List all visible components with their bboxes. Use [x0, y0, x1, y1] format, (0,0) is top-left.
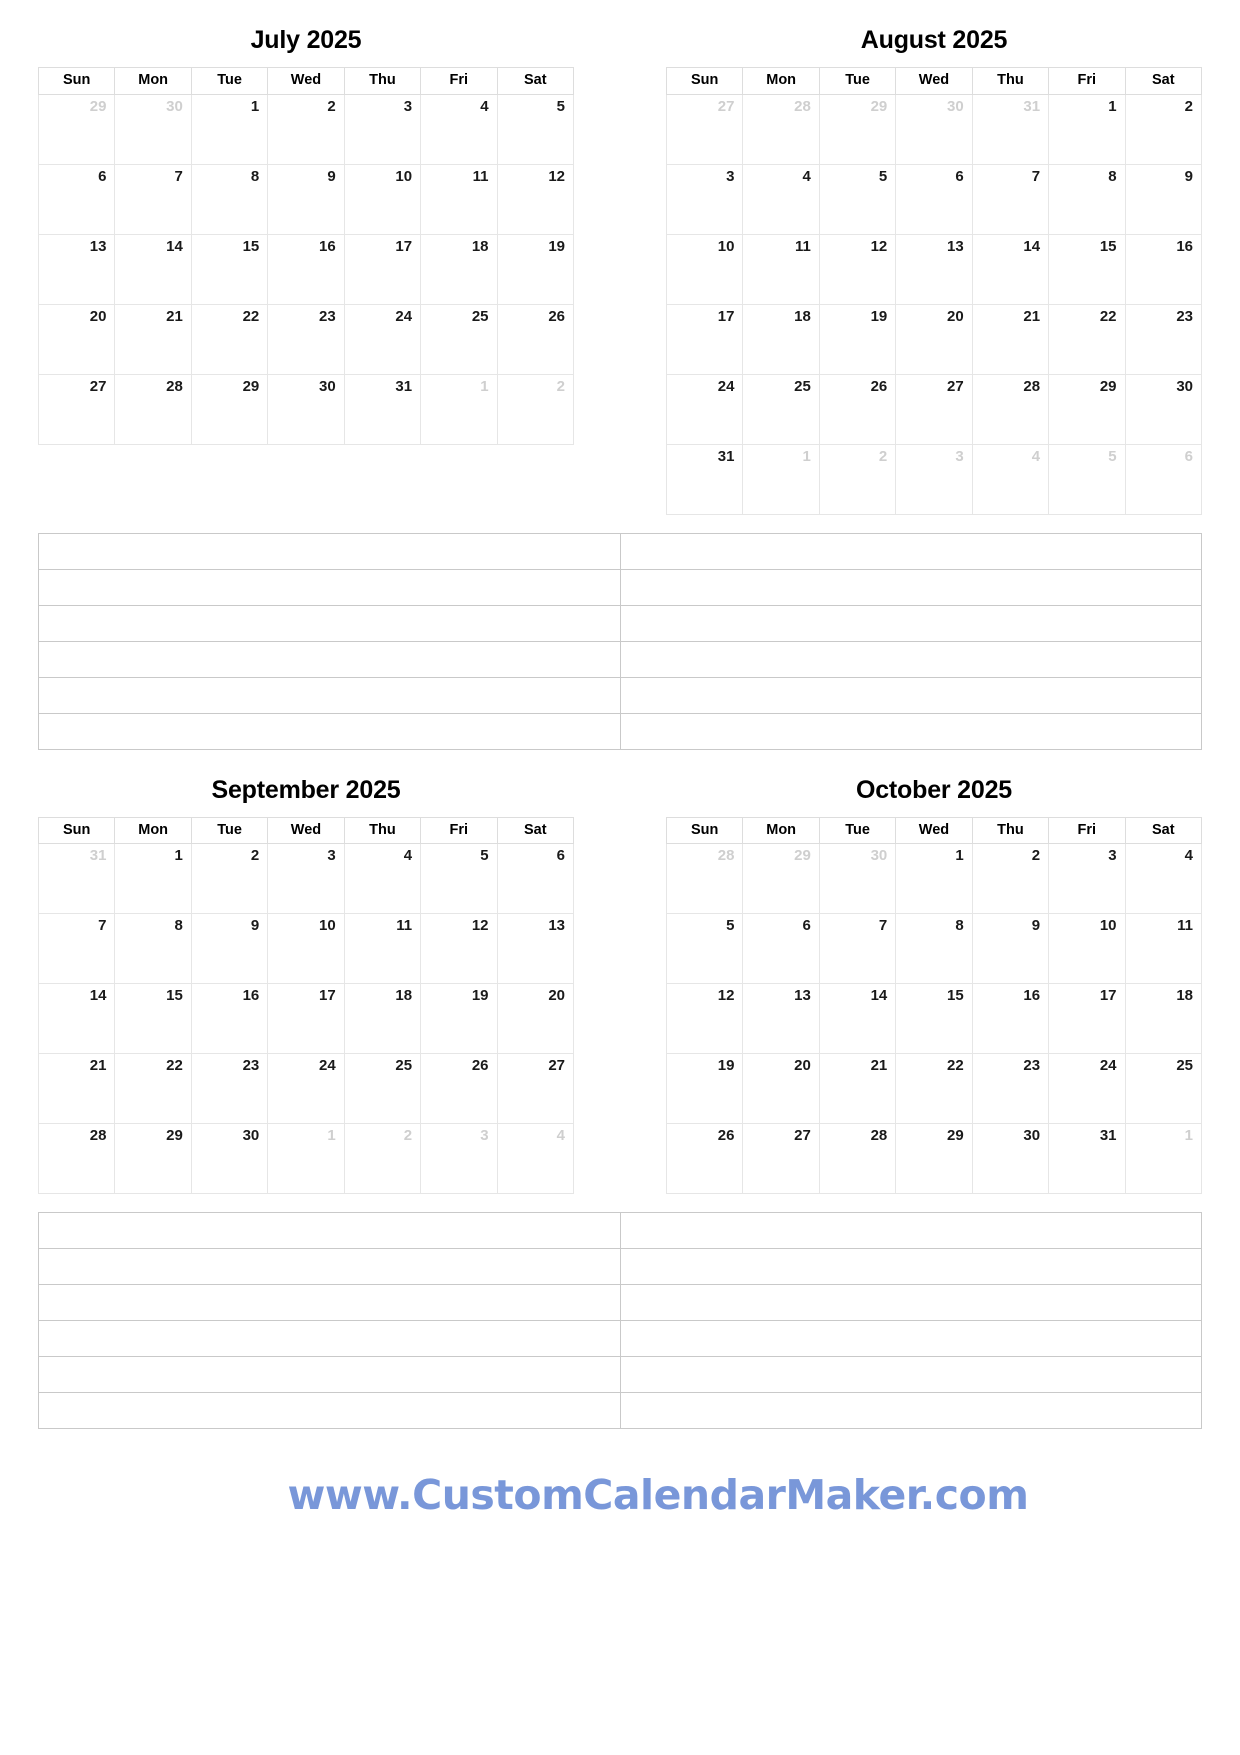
- day-cell[interactable]: 1: [896, 844, 972, 914]
- weekday-header-tue: Tue: [819, 817, 895, 844]
- day-cell[interactable]: 30: [191, 1124, 267, 1194]
- day-cell[interactable]: 28: [972, 374, 1048, 444]
- calendar-week-row: [667, 1124, 1202, 1194]
- quarter-half-top: [38, 18, 1202, 750]
- day-cell[interactable]: 29: [115, 1124, 191, 1194]
- day-cell[interactable]: 16: [1125, 234, 1201, 304]
- day-cell[interactable]: 20: [743, 1054, 819, 1124]
- weekday-header-mon: Mon: [115, 817, 191, 844]
- notes-cell[interactable]: [39, 713, 621, 749]
- day-cell-adjacent-month[interactable]: 2: [497, 374, 573, 444]
- weekday-header-sun: Sun: [39, 817, 115, 844]
- day-cell[interactable]: 2: [972, 844, 1048, 914]
- day-cell[interactable]: 1: [191, 94, 267, 164]
- calendar-week-row: [39, 1124, 574, 1194]
- notes-cell[interactable]: [39, 605, 621, 641]
- day-cell[interactable]: 29: [896, 1124, 972, 1194]
- day-cell[interactable]: 11: [743, 234, 819, 304]
- day-cell-adjacent-month[interactable]: 5: [1049, 444, 1125, 514]
- notes-row: [39, 1393, 1202, 1429]
- day-cell[interactable]: 13: [896, 234, 972, 304]
- calendar-week-row: [39, 1054, 574, 1124]
- day-cell[interactable]: 4: [1125, 844, 1201, 914]
- day-cell[interactable]: 14: [972, 234, 1048, 304]
- calendar-table-october: [666, 817, 1202, 1195]
- day-cell-adjacent-month[interactable]: 3: [421, 1124, 497, 1194]
- day-cell[interactable]: 27: [896, 374, 972, 444]
- day-cell[interactable]: 21: [115, 304, 191, 374]
- weekday-header-sat: Sat: [1125, 68, 1201, 95]
- notes-cell[interactable]: [620, 677, 1202, 713]
- calendar-week-row: [39, 304, 574, 374]
- day-cell[interactable]: 12: [497, 164, 573, 234]
- day-cell-adjacent-month[interactable]: 1: [743, 444, 819, 514]
- site-watermark: www.CustomCalendarMaker.com: [287, 1471, 1029, 1520]
- day-cell-adjacent-month[interactable]: 30: [115, 94, 191, 164]
- day-cell[interactable]: 3: [268, 844, 344, 914]
- footer: [38, 1471, 1240, 1520]
- day-cell[interactable]: 6: [497, 844, 573, 914]
- day-cell[interactable]: 28: [819, 1124, 895, 1194]
- day-cell-adjacent-month[interactable]: 29: [743, 844, 819, 914]
- notes-cell[interactable]: [620, 1357, 1202, 1393]
- day-cell[interactable]: 15: [896, 984, 972, 1054]
- calendar-week-row: [39, 94, 574, 164]
- notes-cell[interactable]: [620, 641, 1202, 677]
- notes-body: [39, 533, 1202, 749]
- day-cell[interactable]: 24: [1049, 1054, 1125, 1124]
- day-cell[interactable]: 25: [1125, 1054, 1201, 1124]
- weekday-header-tue: Tue: [191, 68, 267, 95]
- day-cell[interactable]: 3: [344, 94, 420, 164]
- day-cell[interactable]: 13: [743, 984, 819, 1054]
- day-cell[interactable]: 11: [1125, 914, 1201, 984]
- quarter-half-bottom: [38, 768, 1202, 1430]
- day-cell-adjacent-month[interactable]: 29: [39, 94, 115, 164]
- calendar-week-row: [667, 1054, 1202, 1124]
- months-row-bottom: [38, 768, 1202, 1195]
- notes-cell[interactable]: [620, 605, 1202, 641]
- day-cell-adjacent-month[interactable]: 30: [896, 94, 972, 164]
- day-cell[interactable]: 25: [743, 374, 819, 444]
- day-cell[interactable]: 4: [421, 94, 497, 164]
- day-cell[interactable]: 15: [115, 984, 191, 1054]
- notes-cell[interactable]: [620, 1213, 1202, 1249]
- day-cell[interactable]: 28: [115, 374, 191, 444]
- calendar-week-row: [667, 914, 1202, 984]
- calendar-table-september: [38, 817, 574, 1195]
- day-cell[interactable]: 2: [1125, 94, 1201, 164]
- day-cell[interactable]: 31: [344, 374, 420, 444]
- notes-row: [39, 1321, 1202, 1357]
- notes-table-top: [38, 533, 1202, 750]
- day-cell[interactable]: 21: [972, 304, 1048, 374]
- notes-row: [39, 569, 1202, 605]
- day-cell[interactable]: 11: [344, 914, 420, 984]
- day-cell-adjacent-month[interactable]: 27: [667, 94, 743, 164]
- month-title-august: August 2025: [860, 26, 1008, 54]
- day-cell[interactable]: 15: [1049, 234, 1125, 304]
- day-cell-adjacent-month[interactable]: 2: [819, 444, 895, 514]
- weekday-header-wed: Wed: [268, 817, 344, 844]
- day-cell[interactable]: 4: [344, 844, 420, 914]
- notes-row: [39, 641, 1202, 677]
- day-cell[interactable]: 8: [115, 914, 191, 984]
- day-cell[interactable]: 20: [39, 304, 115, 374]
- day-cell-adjacent-month[interactable]: 4: [497, 1124, 573, 1194]
- weekday-header-thu: Thu: [972, 68, 1048, 95]
- day-cell[interactable]: 29: [1049, 374, 1125, 444]
- day-cell[interactable]: 26: [421, 1054, 497, 1124]
- weekday-header-fri: Fri: [1049, 817, 1125, 844]
- day-cell[interactable]: 5: [421, 844, 497, 914]
- notes-row: [39, 1213, 1202, 1249]
- weekday-header-wed: Wed: [268, 68, 344, 95]
- weekday-header-sun: Sun: [667, 817, 743, 844]
- day-cell[interactable]: 23: [972, 1054, 1048, 1124]
- day-cell[interactable]: 26: [497, 304, 573, 374]
- weekday-header-wed: Wed: [896, 817, 972, 844]
- notes-row: [39, 1357, 1202, 1393]
- day-cell[interactable]: 13: [39, 234, 115, 304]
- day-cell-adjacent-month[interactable]: 1: [421, 374, 497, 444]
- notes-cell[interactable]: [39, 569, 621, 605]
- day-cell[interactable]: 7: [972, 164, 1048, 234]
- day-cell[interactable]: 18: [421, 234, 497, 304]
- month-block-september: [38, 768, 574, 1195]
- notes-row: [39, 1285, 1202, 1321]
- day-cell[interactable]: 9: [972, 914, 1048, 984]
- weekday-header-mon: Mon: [743, 68, 819, 95]
- day-cell[interactable]: 24: [268, 1054, 344, 1124]
- day-cell[interactable]: 18: [743, 304, 819, 374]
- weekday-header-sun: Sun: [667, 68, 743, 95]
- day-cell[interactable]: 19: [667, 1054, 743, 1124]
- month-block-july: [38, 18, 574, 515]
- day-cell-adjacent-month[interactable]: 2: [344, 1124, 420, 1194]
- day-cell[interactable]: 25: [421, 304, 497, 374]
- notes-cell[interactable]: [39, 1393, 621, 1429]
- calendar-week-row: [667, 984, 1202, 1054]
- notes-cell[interactable]: [620, 1249, 1202, 1285]
- notes-cell[interactable]: [620, 1285, 1202, 1321]
- calendar-week-row: [39, 844, 574, 914]
- day-cell[interactable]: 22: [896, 1054, 972, 1124]
- calendar-week-row: [667, 444, 1202, 514]
- notes-row: [39, 677, 1202, 713]
- calendar-body: [667, 844, 1202, 1194]
- day-cell[interactable]: 16: [972, 984, 1048, 1054]
- calendar-table-august: [666, 67, 1202, 515]
- day-cell[interactable]: 13: [497, 914, 573, 984]
- notes-row: [39, 605, 1202, 641]
- day-cell[interactable]: 22: [1049, 304, 1125, 374]
- weekday-header-row: [667, 817, 1202, 844]
- calendar-week-row: [667, 374, 1202, 444]
- month-title-october: October 2025: [855, 775, 1012, 804]
- day-cell-adjacent-month[interactable]: 31: [972, 94, 1048, 164]
- day-cell-adjacent-month[interactable]: 4: [972, 444, 1048, 514]
- month-block-august: [666, 18, 1202, 515]
- calendar-week-row: [39, 234, 574, 304]
- notes-cell[interactable]: [39, 641, 621, 677]
- day-cell[interactable]: 9: [1125, 164, 1201, 234]
- day-cell[interactable]: 18: [1125, 984, 1201, 1054]
- month-block-october: [666, 768, 1202, 1195]
- weekday-header-sun: Sun: [39, 68, 115, 95]
- day-cell-adjacent-month[interactable]: 1: [1125, 1124, 1201, 1194]
- day-cell-adjacent-month[interactable]: 31: [39, 844, 115, 914]
- weekday-header-thu: Thu: [344, 817, 420, 844]
- notes-cell[interactable]: [620, 1321, 1202, 1357]
- notes-cell[interactable]: [39, 1285, 621, 1321]
- calendar-week-row: [667, 94, 1202, 164]
- calendar-week-row: [667, 304, 1202, 374]
- day-cell[interactable]: 28: [39, 1124, 115, 1194]
- notes-cell[interactable]: [620, 1393, 1202, 1429]
- day-cell[interactable]: 9: [268, 164, 344, 234]
- weekday-header-row: [39, 68, 574, 95]
- day-cell[interactable]: 2: [191, 844, 267, 914]
- day-cell[interactable]: 19: [819, 304, 895, 374]
- day-cell[interactable]: 12: [819, 234, 895, 304]
- month-title-september: September 2025: [211, 775, 401, 804]
- day-cell[interactable]: 27: [497, 1054, 573, 1124]
- day-cell[interactable]: 19: [421, 984, 497, 1054]
- day-cell[interactable]: 14: [819, 984, 895, 1054]
- day-cell[interactable]: 21: [39, 1054, 115, 1124]
- day-cell-adjacent-month[interactable]: 28: [667, 844, 743, 914]
- day-cell[interactable]: 26: [819, 374, 895, 444]
- calendar-week-row: [667, 164, 1202, 234]
- weekday-header-sat: Sat: [497, 817, 573, 844]
- calendar-week-row: [667, 234, 1202, 304]
- day-cell[interactable]: 6: [896, 164, 972, 234]
- day-cell[interactable]: 10: [667, 234, 743, 304]
- day-cell[interactable]: 30: [1125, 374, 1201, 444]
- weekday-header-tue: Tue: [819, 68, 895, 95]
- day-cell[interactable]: 3: [1049, 844, 1125, 914]
- weekday-header-row: [667, 68, 1202, 95]
- day-cell[interactable]: 8: [191, 164, 267, 234]
- day-cell[interactable]: 17: [268, 984, 344, 1054]
- weekday-header-fri: Fri: [421, 68, 497, 95]
- day-cell[interactable]: 23: [268, 304, 344, 374]
- weekday-header-mon: Mon: [743, 817, 819, 844]
- notes-row: [39, 533, 1202, 569]
- calendar-body: [667, 94, 1202, 514]
- day-cell[interactable]: 25: [344, 1054, 420, 1124]
- notes-cell[interactable]: [620, 713, 1202, 749]
- day-cell[interactable]: 11: [421, 164, 497, 234]
- day-cell[interactable]: 4: [743, 164, 819, 234]
- day-cell-adjacent-month[interactable]: 3: [896, 444, 972, 514]
- day-cell[interactable]: 10: [344, 164, 420, 234]
- weekday-header-row: [39, 817, 574, 844]
- weekday-header-thu: Thu: [972, 817, 1048, 844]
- day-cell[interactable]: 7: [115, 164, 191, 234]
- notes-body: [39, 1213, 1202, 1429]
- day-cell[interactable]: 12: [421, 914, 497, 984]
- weekday-header-fri: Fri: [421, 817, 497, 844]
- day-cell[interactable]: 30: [972, 1124, 1048, 1194]
- notes-cell[interactable]: [39, 1249, 621, 1285]
- day-cell-adjacent-month[interactable]: 6: [1125, 444, 1201, 514]
- day-cell[interactable]: 14: [115, 234, 191, 304]
- notes-cell[interactable]: [39, 1213, 621, 1249]
- day-cell[interactable]: 6: [743, 914, 819, 984]
- day-cell[interactable]: 8: [1049, 164, 1125, 234]
- notes-row: [39, 1249, 1202, 1285]
- calendar-body: [39, 94, 574, 444]
- notes-cell[interactable]: [620, 569, 1202, 605]
- day-cell[interactable]: 21: [819, 1054, 895, 1124]
- notes-cell[interactable]: [39, 1357, 621, 1393]
- day-cell[interactable]: 14: [39, 984, 115, 1054]
- calendar-week-row: [39, 914, 574, 984]
- day-cell[interactable]: 5: [497, 94, 573, 164]
- day-cell[interactable]: 23: [191, 1054, 267, 1124]
- notes-cell[interactable]: [39, 533, 621, 569]
- months-row-top: [38, 18, 1202, 515]
- weekday-header-mon: Mon: [115, 68, 191, 95]
- day-cell[interactable]: 16: [268, 234, 344, 304]
- day-cell[interactable]: 1: [1049, 94, 1125, 164]
- day-cell[interactable]: 16: [191, 984, 267, 1054]
- day-cell-adjacent-month[interactable]: 1: [268, 1124, 344, 1194]
- day-cell[interactable]: 3: [667, 164, 743, 234]
- notes-cell[interactable]: [620, 533, 1202, 569]
- notes-cell[interactable]: [39, 1321, 621, 1357]
- day-cell[interactable]: 15: [191, 234, 267, 304]
- day-cell[interactable]: 1: [115, 844, 191, 914]
- day-cell[interactable]: 22: [191, 304, 267, 374]
- day-cell[interactable]: 10: [1049, 914, 1125, 984]
- day-cell[interactable]: 2: [268, 94, 344, 164]
- day-cell[interactable]: 29: [191, 374, 267, 444]
- weekday-header-fri: Fri: [1049, 68, 1125, 95]
- notes-table-bottom: [38, 1212, 1202, 1429]
- day-cell[interactable]: 17: [344, 234, 420, 304]
- calendar-table-july: [38, 67, 574, 445]
- day-cell[interactable]: 24: [344, 304, 420, 374]
- notes-row: [39, 713, 1202, 749]
- day-cell[interactable]: 10: [268, 914, 344, 984]
- notes-cell[interactable]: [39, 677, 621, 713]
- day-cell[interactable]: 17: [1049, 984, 1125, 1054]
- day-cell-adjacent-month[interactable]: 30: [819, 844, 895, 914]
- weekday-header-tue: Tue: [191, 817, 267, 844]
- day-cell[interactable]: 27: [743, 1124, 819, 1194]
- day-cell[interactable]: 18: [344, 984, 420, 1054]
- day-cell[interactable]: 9: [191, 914, 267, 984]
- day-cell[interactable]: 30: [268, 374, 344, 444]
- day-cell[interactable]: 26: [667, 1124, 743, 1194]
- day-cell[interactable]: 5: [667, 914, 743, 984]
- month-title-july: July 2025: [250, 26, 362, 54]
- calendar-week-row: [39, 374, 574, 444]
- weekday-header-sat: Sat: [497, 68, 573, 95]
- day-cell[interactable]: 12: [667, 984, 743, 1054]
- day-cell[interactable]: 31: [667, 444, 743, 514]
- day-cell[interactable]: 24: [667, 374, 743, 444]
- weekday-header-sat: Sat: [1125, 817, 1201, 844]
- calendar-week-row: [39, 164, 574, 234]
- day-cell[interactable]: 19: [497, 234, 573, 304]
- day-cell-adjacent-month[interactable]: 29: [819, 94, 895, 164]
- day-cell[interactable]: 5: [819, 164, 895, 234]
- weekday-header-wed: Wed: [896, 68, 972, 95]
- day-cell[interactable]: 6: [39, 164, 115, 234]
- day-cell[interactable]: 7: [39, 914, 115, 984]
- day-cell[interactable]: 20: [896, 304, 972, 374]
- day-cell[interactable]: 23: [1125, 304, 1201, 374]
- day-cell-adjacent-month[interactable]: 28: [743, 94, 819, 164]
- day-cell[interactable]: 31: [1049, 1124, 1125, 1194]
- calendar-week-row: [39, 984, 574, 1054]
- calendar-body: [39, 844, 574, 1194]
- day-cell[interactable]: 27: [39, 374, 115, 444]
- calendar-week-row: [667, 844, 1202, 914]
- day-cell[interactable]: 17: [667, 304, 743, 374]
- day-cell[interactable]: 7: [819, 914, 895, 984]
- day-cell[interactable]: 22: [115, 1054, 191, 1124]
- day-cell[interactable]: 8: [896, 914, 972, 984]
- day-cell[interactable]: 20: [497, 984, 573, 1054]
- weekday-header-thu: Thu: [344, 68, 420, 95]
